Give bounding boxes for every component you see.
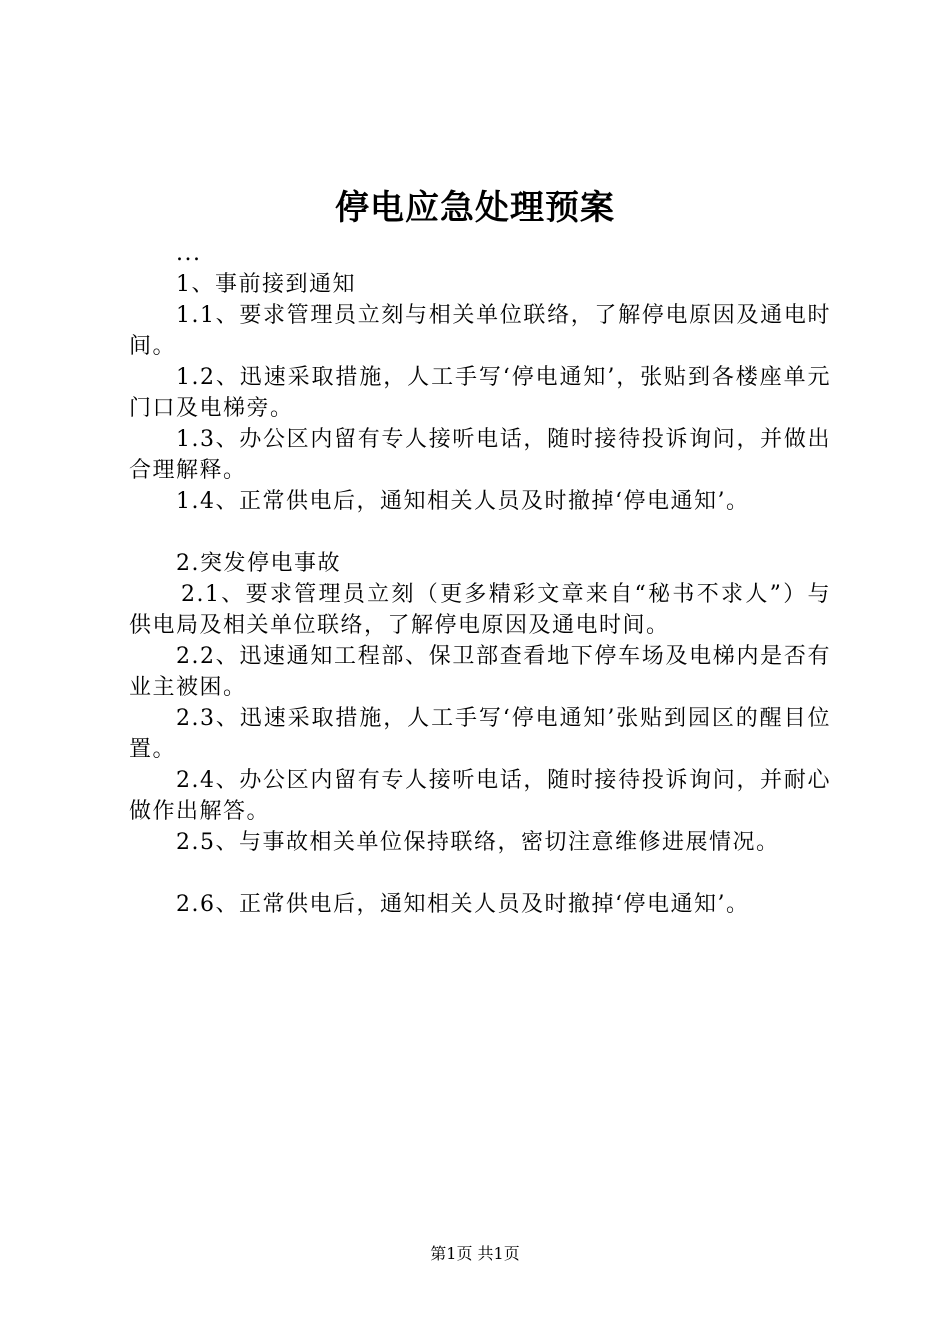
section1-item-2: 1.2、迅速采取措施，人工手写‘停电通知’，张贴到各楼座单元门口及电梯旁。: [129, 365, 831, 421]
section-heading-2: 2.突发停电事故: [176, 551, 341, 576]
section2-item-6: 2.6、正常供电后，通知相关人员及时撤掉‘停电通知’。: [176, 892, 750, 917]
section-heading-1: 1、事前接到通知: [176, 272, 356, 297]
section1-item-1: 1.1、要求管理员立刻与相关单位联络，了解停电原因及通电时间。: [129, 303, 831, 359]
section2-item-1: 2.1、要求管理员立刻（更多精彩文章来自“秘书不求人”）与供电局及相关单位联络，了解停电原因及通电时间。: [129, 582, 831, 638]
section2-item-3: 2.3、迅速采取措施，人工手写‘停电通知’张贴到园区的醒目位置。: [129, 706, 831, 762]
section1-item-3: 1.3、办公区内留有专人接听电话，随时接待投诉询问，并做出合理解释。: [129, 427, 831, 483]
paragraph-spacer: [129, 517, 831, 548]
section2-item-2: 2.2、迅速通知工程部、保卫部查看地下停车场及电梯内是否有业主被困。: [129, 644, 831, 700]
document-body: [129, 238, 831, 920]
page-number-footer: 第1页 共1页: [430, 1244, 520, 1263]
section1-item-4: 1.4、正常供电后，通知相关人员及时撤掉‘停电通知’。: [176, 489, 750, 514]
paragraph-spacer: [129, 858, 831, 889]
section2-item-5: 2.5、与事故相关单位保持联络，密切注意维修进展情况。: [176, 830, 780, 855]
page-title: 停电应急处理预案: [335, 188, 615, 228]
ellipsis-line: ...: [176, 241, 202, 266]
section2-item-4: 2.4、办公区内留有专人接听电话，随时接待投诉询问，并耐心做作出解答。: [129, 768, 831, 824]
